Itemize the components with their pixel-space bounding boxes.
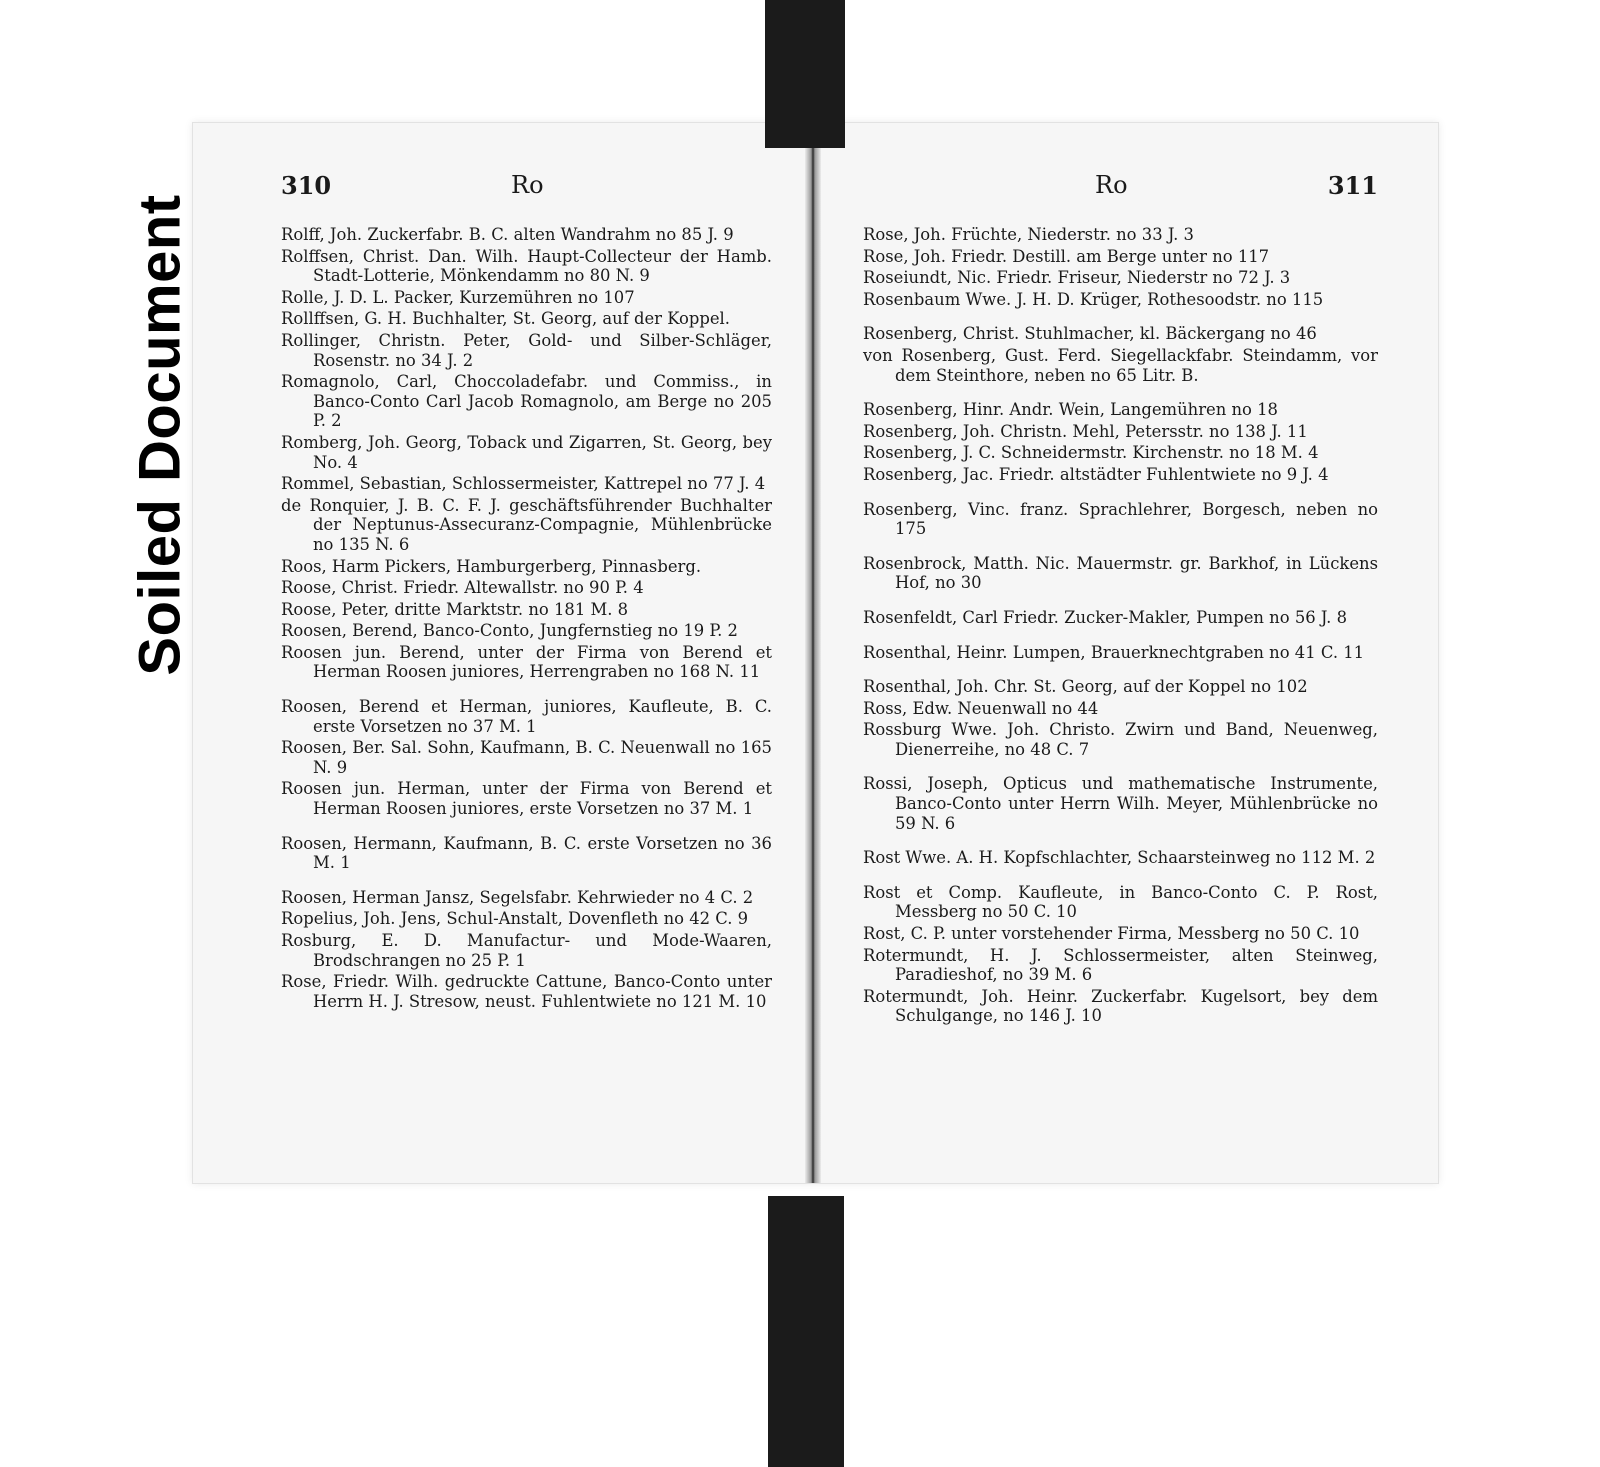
right-page-header bbox=[863, 163, 1378, 203]
list-item: Rosenberg, Hinr. Andr. Wein, Langemühren no 18 bbox=[863, 400, 1278, 420]
list-item: Rose, Friedr. Wilh. gedruckte Cattune, Banco-Conto unter Herrn H. J. Stresow, neust. Fuhlentwiete no 121 M. 10 bbox=[281, 972, 772, 1011]
list-item: Roos, Harm Pickers, Hamburgerberg, Pinnasberg. bbox=[281, 556, 702, 576]
list-item: Roosen jun. Herman, unter der Firma von Berend et Herman Roosen juniores, erste Vorsetzen no 37 M. 1 bbox=[281, 779, 772, 819]
list-item: Roosen, Hermann, Kaufmann, B. C. erste Vorsetzen no 36 M. 1 bbox=[281, 833, 772, 873]
list-item: Rost, C. P. unter vorstehender Firma, Messberg no 50 C. 10 bbox=[863, 924, 1360, 944]
list-item: Rosenberg, Vinc. franz. Sprachlehrer, Borgesch, neben no 175 bbox=[863, 499, 1378, 539]
right-entries bbox=[863, 225, 1378, 1026]
list-item: Rotermundt, H. J. Schlossermeister, alten Steinweg, Paradieshof, no 39 M. 6 bbox=[863, 945, 1378, 985]
list-item: Rossburg Wwe. Joh. Christo. Zwirn und Band, Neuenweg, Dienerreihe, no 48 C. 7 bbox=[863, 720, 1378, 759]
left-page bbox=[193, 123, 810, 1183]
list-item: Rosenbrock, Matth. Nic. Mauermstr. gr. Barkhof, in Lückens Hof, no 30 bbox=[863, 553, 1378, 593]
binding-tab-bottom bbox=[768, 1196, 844, 1467]
list-item: Rollffsen, G. H. Buchhalter, St. Georg, auf der Koppel. bbox=[281, 309, 731, 329]
list-item: Rosenfeldt, Carl Friedr. Zucker-Makler, Pumpen no 56 J. 8 bbox=[863, 607, 1348, 627]
list-item: Rosenberg, Christ. Stuhlmacher, kl. Bäckergang no 46 bbox=[863, 324, 1317, 344]
left-page-number: 310 bbox=[281, 171, 332, 200]
binding-tab-top bbox=[765, 0, 845, 148]
open-book bbox=[192, 122, 1439, 1184]
left-running-head: Ro bbox=[511, 171, 544, 199]
list-item: Romberg, Joh. Georg, Toback und Zigarren, St. Georg, bey No. 4 bbox=[281, 432, 772, 472]
list-item: Roose, Christ. Friedr. Altewallstr. no 90 P. 4 bbox=[281, 578, 644, 598]
list-item: Rolle, J. D. L. Packer, Kurzemühren no 107 bbox=[281, 287, 635, 307]
left-entries bbox=[281, 225, 772, 1011]
list-item: Rosenthal, Heinr. Lumpen, Brauerknechtgraben no 41 C. 11 bbox=[863, 642, 1365, 662]
list-item: Ross, Edw. Neuenwall no 44 bbox=[863, 698, 1099, 718]
list-item: Rost Wwe. A. H. Kopfschlachter, Schaarsteinweg no 112 M. 2 bbox=[863, 848, 1376, 868]
left-page-header bbox=[281, 163, 772, 203]
list-item: Ropelius, Joh. Jens, Schul-Anstalt, Dovenfleth no 42 C. 9 bbox=[281, 909, 749, 929]
list-item: Rollinger, Christn. Peter, Gold- und Silber-Schläger, Rosenstr. no 34 J. 2 bbox=[281, 330, 772, 370]
list-item: Rost et Comp. Kaufleute, in Banco-Conto C. P. Rost, Messberg no 50 C. 10 bbox=[863, 882, 1378, 922]
list-item: Rosburg, E. D. Manufactur- und Mode-Waaren, Brodschrangen no 25 P. 1 bbox=[281, 931, 772, 970]
right-page-number: 311 bbox=[1327, 171, 1378, 200]
list-item: Rolffsen, Christ. Dan. Wilh. Haupt-Collecteur der Hamb. Stadt-Lotterie, Mönkendamm no 80 N. 9 bbox=[281, 246, 772, 286]
list-item: Roosen jun. Berend, unter der Firma von Berend et Herman Roosen juniores, Herrengraben no 168 N. 11 bbox=[281, 642, 772, 682]
right-running-head: Ro bbox=[1095, 171, 1128, 199]
list-item: Roosen, Berend, Banco-Conto, Jungfernstieg no 19 P. 2 bbox=[281, 621, 738, 641]
list-item: Roosen, Herman Jansz, Segelsfabr. Kehrwieder no 4 C. 2 bbox=[281, 887, 754, 907]
list-item: Rommel, Sebastian, Schlossermeister, Kattrepel no 77 J. 4 bbox=[281, 474, 766, 494]
book-gutter bbox=[805, 143, 821, 1183]
list-item: Rosenbaum Wwe. J. H. D. Krüger, Rothesoodstr. no 115 bbox=[863, 289, 1324, 309]
list-item: Rosenberg, Jac. Friedr. altstädter Fuhlentwiete no 9 J. 4 bbox=[863, 464, 1329, 484]
list-item: Roseiundt, Nic. Friedr. Friseur, Niederstr no 72 J. 3 bbox=[863, 268, 1291, 288]
list-item: Rosenberg, J. C. Schneidermstr. Kirchenstr. no 18 M. 4 bbox=[863, 443, 1319, 463]
list-item: Rolff, Joh. Zuckerfabr. B. C. alten Wandrahm no 85 J. 9 bbox=[281, 225, 734, 244]
list-item: Rose, Joh. Früchte, Niederstr. no 33 J. 3 bbox=[863, 225, 1194, 244]
soiled-document-stamp: Soiled Document bbox=[127, 194, 193, 676]
list-item: Roosen, Ber. Sal. Sohn, Kaufmann, B. C. Neuenwall no 165 N. 9 bbox=[281, 738, 772, 777]
list-item: Roose, Peter, dritte Marktstr. no 181 M. 8 bbox=[281, 599, 629, 619]
list-item: Rotermundt, Joh. Heinr. Zuckerfabr. Kugelsort, bey dem Schulgange, no 146 J. 10 bbox=[863, 986, 1378, 1026]
list-item: Rosenthal, Joh. Chr. St. Georg, auf der Koppel no 102 bbox=[863, 677, 1308, 697]
list-item: Rosenberg, Joh. Christn. Mehl, Petersstr. no 138 J. 11 bbox=[863, 421, 1308, 441]
list-item: von Rosenberg, Gust. Ferd. Siegellackfabr. Steindamm, vor dem Steinthore, neben no 65 Litr. B. bbox=[863, 345, 1378, 385]
list-item: Rossi, Joseph, Opticus und mathematische Instrumente, Banco-Conto unter Herrn Wilh. Meyer, Mühlenbrücke no 59 N. 6 bbox=[863, 774, 1378, 833]
list-item: Roosen, Berend et Herman, juniores, Kaufleute, B. C. erste Vorsetzen no 37 M. 1 bbox=[281, 697, 772, 736]
list-item: Rose, Joh. Friedr. Destill. am Berge unter no 117 bbox=[863, 246, 1270, 266]
list-item: de Ronquier, J. B. C. F. J. geschäftsführender Buchhalter der Neptunus-Assecuranz-Compagnie, Mühlenbrücke no 135 N. 6 bbox=[281, 495, 772, 554]
list-item: Romagnolo, Carl, Choccoladefabr. und Commiss., in Banco-Conto Carl Jacob Romagnolo, am Berge no 205 P. 2 bbox=[281, 372, 772, 431]
right-page bbox=[821, 123, 1438, 1183]
